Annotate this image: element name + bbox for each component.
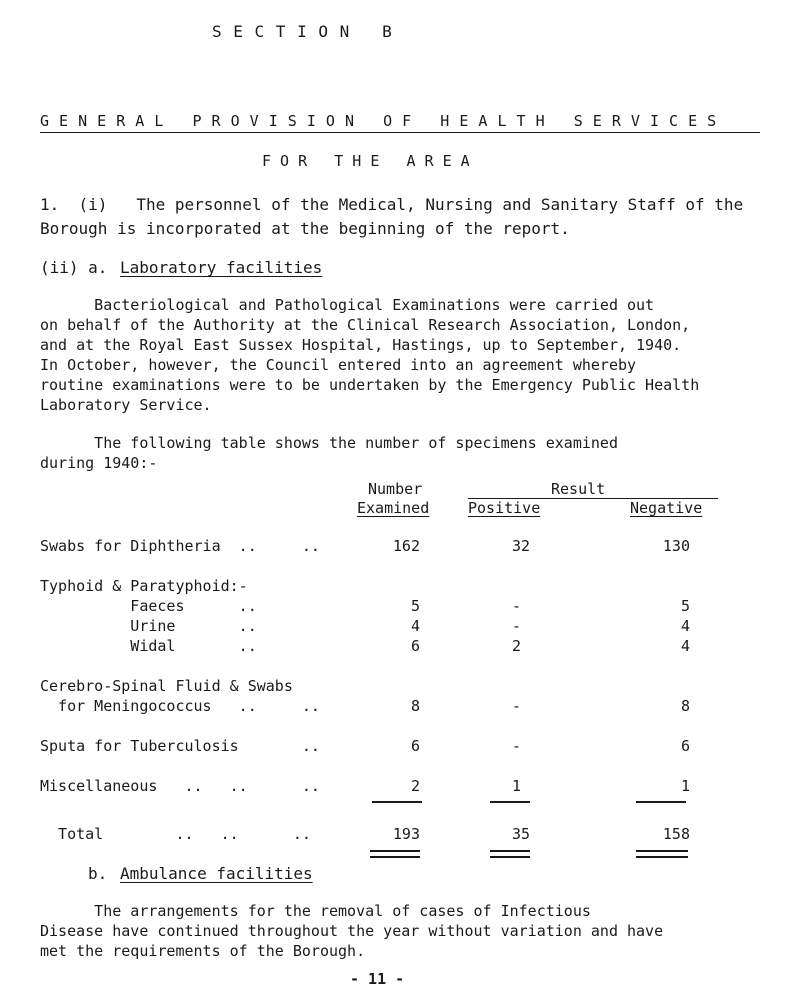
row-negative: 4 [680, 637, 690, 655]
row-positive: 1 [511, 777, 521, 795]
page-number: - 11 - [350, 970, 405, 988]
subsection-label-ii-a: (ii) a. [40, 258, 108, 277]
row-negative: 6 [680, 737, 690, 755]
row-positive: 32 [511, 537, 530, 555]
row-number: 5 [410, 597, 420, 615]
row-negative: 1 [680, 777, 690, 795]
column-header-number: Number [368, 480, 423, 498]
row-positive: 2 [511, 637, 521, 655]
row-negative: 130 [662, 537, 690, 555]
row-negative: 5 [680, 597, 690, 615]
subtotal-rule-number [372, 801, 422, 803]
row-label: Miscellaneous .. .. .. [40, 777, 320, 795]
row-negative: 4 [680, 617, 690, 635]
lab-paragraph-line: on behalf of the Authority at the Clinical Research Association, London, [40, 316, 691, 334]
row-number: 162 [392, 537, 420, 555]
row-number: 8 [410, 697, 420, 715]
row-number: 6 [410, 737, 420, 755]
ambulance-facilities-heading: Ambulance facilities [120, 864, 313, 883]
lab-paragraph-line: and at the Royal East Sussex Hospital, Hastings, up to September, 1940. [40, 336, 682, 354]
row-positive: - [511, 697, 521, 715]
row-label: Faeces .. [40, 597, 257, 615]
row-number: 2 [410, 777, 420, 795]
total-double-rule-number [370, 850, 420, 858]
total-negative: 158 [662, 825, 690, 843]
row-positive: - [511, 737, 521, 755]
total-positive: 35 [511, 825, 530, 843]
row-label: Swabs for Diphtheria .. .. [40, 537, 320, 555]
total-double-rule-negative [636, 850, 688, 858]
lab-paragraph-line: In October, however, the Council entered into an agreement whereby [40, 356, 637, 374]
lab-paragraph-line: routine examinations were to be undertaken by the Emergency Public Health [40, 376, 700, 394]
table-intro-line-2: during 1940:- [40, 454, 158, 472]
lab-paragraph-line: Laboratory Service. [40, 396, 212, 414]
laboratory-facilities-heading: Laboratory facilities [120, 258, 323, 277]
column-header-result: Result [551, 480, 606, 498]
row-label: Sputa for Tuberculosis .. [40, 737, 320, 755]
column-header-negative: Negative [630, 499, 703, 517]
personnel-line-1: 1. (i) The personnel of the Medical, Nursing and Sanitary Staff of the [40, 195, 744, 214]
column-header-examined: Examined [357, 499, 430, 517]
document-subtitle: F O R T H E A R E A [262, 152, 470, 170]
subtotal-rule-positive [490, 801, 530, 803]
row-label: Cerebro-Spinal Fluid & Swabs [40, 677, 293, 695]
row-positive: - [511, 597, 521, 615]
row-negative: 8 [680, 697, 690, 715]
table-intro-line-1: The following table shows the number of specimens examined [40, 434, 618, 452]
ambulance-paragraph-line-2: Disease have continued throughout the year without variation and have [40, 922, 664, 940]
row-positive: - [511, 617, 521, 635]
row-label: Urine .. [40, 617, 257, 635]
row-label: for Meningococcus .. .. [40, 697, 320, 715]
total-double-rule-positive [490, 850, 530, 858]
total-number: 193 [392, 825, 420, 843]
personnel-line-2: Borough is incorporated at the beginning of the report. [40, 219, 570, 238]
ambulance-paragraph-line-3: met the requirements of the Borough. [40, 942, 366, 960]
section-heading: S E C T I O N B [212, 22, 393, 41]
lab-paragraph-line: Bacteriological and Pathological Examinations were carried out [40, 296, 655, 314]
subtotal-rule-negative [636, 801, 686, 803]
column-header-positive: Positive [468, 499, 541, 517]
total-label: Total .. .. .. [40, 825, 311, 843]
row-label: Typhoid & Paratyphoid:- [40, 577, 248, 595]
ambulance-paragraph-line-1: The arrangements for the removal of cases of Infectious [40, 902, 591, 920]
document-title: G E N E R A L P R O V I S I O N O F H E A L T H S E R V I C E S [40, 112, 717, 130]
row-number: 6 [410, 637, 420, 655]
row-number: 4 [410, 617, 420, 635]
row-label: Widal .. [40, 637, 257, 655]
subsection-label-b: b. [88, 864, 108, 883]
title-underline [40, 132, 760, 133]
